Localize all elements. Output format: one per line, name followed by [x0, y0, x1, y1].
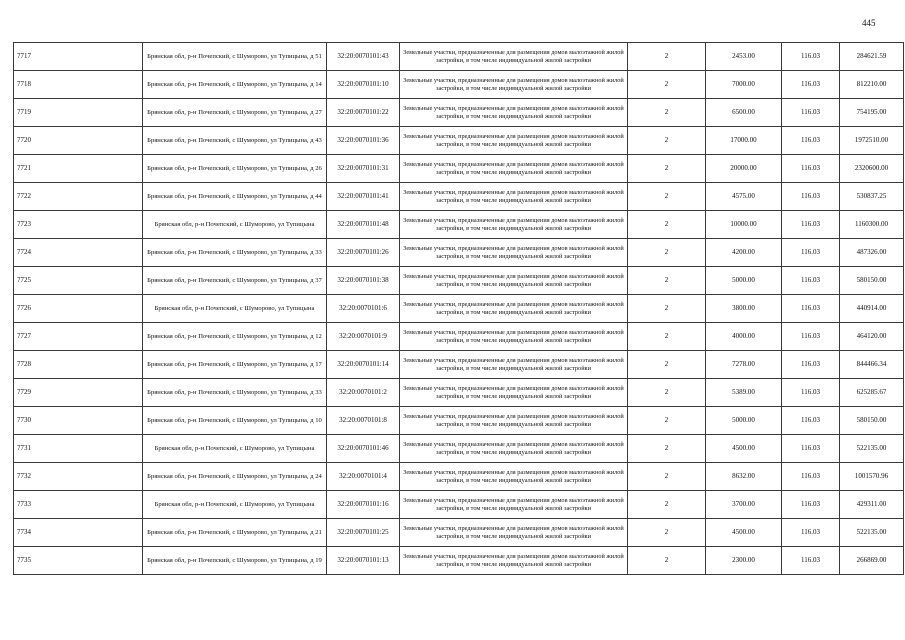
permitted-use-cell: Земельные участки, предназначенные для размещения домов малоэтажной жилой застройки, в том числе индивидуальной жилой застройки	[400, 491, 628, 519]
table-row	[14, 463, 904, 491]
row-number-cell: 7724	[14, 239, 143, 267]
table-row	[14, 351, 904, 379]
address-cell: Брянская обл, р-н Почепский, с Шуморово, ул Тупицына, д 14	[143, 71, 327, 99]
category-cell: 2	[628, 323, 706, 351]
cadastral-number-cell: 32:20:0070101:43	[327, 43, 400, 71]
area-cell: 10000.00	[706, 211, 782, 239]
table-row	[14, 407, 904, 435]
cadastral-number-cell: 32:20:0070101:8	[327, 407, 400, 435]
specific-value-cell: 116.03	[782, 155, 840, 183]
cadastral-number-cell: 32:20:0070101:4	[327, 463, 400, 491]
permitted-use-cell: Земельные участки, предназначенные для размещения домов малоэтажной жилой застройки, в том числе индивидуальной жилой застройки	[400, 519, 628, 547]
area-cell: 4500.00	[706, 435, 782, 463]
cadastral-value-cell: 1001570.96	[840, 463, 904, 491]
cadastral-number-cell: 32:20:0070101:31	[327, 155, 400, 183]
permitted-use-cell: Земельные участки, предназначенные для размещения домов малоэтажной жилой застройки, в том числе индивидуальной жилой застройки	[400, 379, 628, 407]
address-cell: Брянская обл, р-н Почепский, с Шуморово, ул Тупицына, д 33	[143, 379, 327, 407]
cadastral-value-cell: 844466.34	[840, 351, 904, 379]
specific-value-cell: 116.03	[782, 43, 840, 71]
area-cell: 2300.00	[706, 547, 782, 575]
specific-value-cell: 116.03	[782, 435, 840, 463]
area-cell: 4500.00	[706, 519, 782, 547]
row-number-cell: 7727	[14, 323, 143, 351]
cadastral-value-cell: 522135.00	[840, 519, 904, 547]
row-number-cell: 7718	[14, 71, 143, 99]
area-cell: 5000.00	[706, 407, 782, 435]
row-number-cell: 7734	[14, 519, 143, 547]
permitted-use-cell: Земельные участки, предназначенные для размещения домов малоэтажной жилой застройки, в том числе индивидуальной жилой застройки	[400, 211, 628, 239]
area-cell: 7278.00	[706, 351, 782, 379]
cadastral-value-cell: 812210.00	[840, 71, 904, 99]
specific-value-cell: 116.03	[782, 183, 840, 211]
table-row	[14, 295, 904, 323]
category-cell: 2	[628, 351, 706, 379]
cadastral-number-cell: 32:20:0070101:2	[327, 379, 400, 407]
area-cell: 2453.00	[706, 43, 782, 71]
permitted-use-cell: Земельные участки, предназначенные для размещения домов малоэтажной жилой застройки, в том числе индивидуальной жилой застройки	[400, 323, 628, 351]
row-number-cell: 7726	[14, 295, 143, 323]
specific-value-cell: 116.03	[782, 351, 840, 379]
cadastral-number-cell: 32:20:0070101:14	[327, 351, 400, 379]
cadastral-number-cell: 32:20:0070101:25	[327, 519, 400, 547]
cadastral-value-cell: 1160300.00	[840, 211, 904, 239]
category-cell: 2	[628, 99, 706, 127]
category-cell: 2	[628, 71, 706, 99]
table-row	[14, 267, 904, 295]
permitted-use-cell: Земельные участки, предназначенные для размещения домов малоэтажной жилой застройки, в том числе индивидуальной жилой застройки	[400, 351, 628, 379]
specific-value-cell: 116.03	[782, 323, 840, 351]
table-row	[14, 43, 904, 71]
permitted-use-cell: Земельные участки, предназначенные для размещения домов малоэтажной жилой застройки, в том числе индивидуальной жилой застройки	[400, 99, 628, 127]
area-cell: 4200.00	[706, 239, 782, 267]
permitted-use-cell: Земельные участки, предназначенные для размещения домов малоэтажной жилой застройки, в том числе индивидуальной жилой застройки	[400, 407, 628, 435]
area-cell: 20000.00	[706, 155, 782, 183]
row-number-cell: 7731	[14, 435, 143, 463]
address-cell: Брянская обл, р-н Почепский, с Шуморово, ул Тупицына, д 12	[143, 323, 327, 351]
cadastral-number-cell: 32:20:0070101:46	[327, 435, 400, 463]
cadastral-value-cell: 625285.67	[840, 379, 904, 407]
cadastral-number-cell: 32:20:0070101:16	[327, 491, 400, 519]
permitted-use-cell: Земельные участки, предназначенные для размещения домов малоэтажной жилой застройки, в том числе индивидуальной жилой застройки	[400, 547, 628, 575]
table-row	[14, 155, 904, 183]
table-row	[14, 491, 904, 519]
row-number-cell: 7719	[14, 99, 143, 127]
specific-value-cell: 116.03	[782, 379, 840, 407]
address-cell: Брянская обл, р-н Почепский, с Шуморово, ул Тупицына, д 27	[143, 99, 327, 127]
address-cell: Брянская обл, р-н Почепский, с Шуморово, ул Тупицына, д 43	[143, 127, 327, 155]
area-cell: 7000.00	[706, 71, 782, 99]
cadastral-number-cell: 32:20:0070101:48	[327, 211, 400, 239]
row-number-cell: 7717	[14, 43, 143, 71]
table-row	[14, 99, 904, 127]
area-cell: 6500.00	[706, 99, 782, 127]
category-cell: 2	[628, 211, 706, 239]
table-row	[14, 71, 904, 99]
category-cell: 2	[628, 463, 706, 491]
category-cell: 2	[628, 519, 706, 547]
row-number-cell: 7735	[14, 547, 143, 575]
permitted-use-cell: Земельные участки, предназначенные для размещения домов малоэтажной жилой застройки, в том числе индивидуальной жилой застройки	[400, 435, 628, 463]
cadastral-value-cell: 522135.00	[840, 435, 904, 463]
address-cell: Брянская обл, р-н Почепский, с Шуморово, ул Тупицына, д 37	[143, 267, 327, 295]
specific-value-cell: 116.03	[782, 463, 840, 491]
category-cell: 2	[628, 491, 706, 519]
cadastral-value-cell: 440914.00	[840, 295, 904, 323]
area-cell: 5389.00	[706, 379, 782, 407]
row-number-cell: 7723	[14, 211, 143, 239]
cadastral-value-cell: 1972510.00	[840, 127, 904, 155]
category-cell: 2	[628, 547, 706, 575]
page-number: 445	[862, 18, 876, 28]
row-number-cell: 7720	[14, 127, 143, 155]
permitted-use-cell: Земельные участки, предназначенные для размещения домов малоэтажной жилой застройки, в том числе индивидуальной жилой застройки	[400, 183, 628, 211]
cadastral-number-cell: 32:20:0070101:6	[327, 295, 400, 323]
cadastral-value-cell: 754195.00	[840, 99, 904, 127]
category-cell: 2	[628, 267, 706, 295]
specific-value-cell: 116.03	[782, 407, 840, 435]
permitted-use-cell: Земельные участки, предназначенные для размещения домов малоэтажной жилой застройки, в том числе индивидуальной жилой застройки	[400, 43, 628, 71]
cadastral-value-cell: 580150.00	[840, 267, 904, 295]
category-cell: 2	[628, 155, 706, 183]
category-cell: 2	[628, 239, 706, 267]
cadastral-value-cell: 487326.00	[840, 239, 904, 267]
table-row	[14, 379, 904, 407]
cadastral-value-cell: 266869.00	[840, 547, 904, 575]
address-cell: Брянская обл, р-н Почепский, с Шуморово, ул Тупицына, д 26	[143, 155, 327, 183]
cadastral-value-cell: 580150.00	[840, 407, 904, 435]
cadastral-number-cell: 32:20:0070101:13	[327, 547, 400, 575]
address-cell: Брянская обл, р-н Почепский, с Шуморово, ул Тупицына, д 24	[143, 463, 327, 491]
address-cell: Брянская обл, р-н Почепский, с Шуморово, ул Тупицына	[143, 435, 327, 463]
address-cell: Брянская обл, р-н Почепский, с Шуморово, ул Тупицына, д 17	[143, 351, 327, 379]
address-cell: Брянская обл, р-н Почепский, с Шуморово, ул Тупицына, д 10	[143, 407, 327, 435]
cadastral-value-cell: 429311.00	[840, 491, 904, 519]
table-row	[14, 127, 904, 155]
category-cell: 2	[628, 407, 706, 435]
category-cell: 2	[628, 379, 706, 407]
area-cell: 3800.00	[706, 295, 782, 323]
permitted-use-cell: Земельные участки, предназначенные для размещения домов малоэтажной жилой застройки, в том числе индивидуальной жилой застройки	[400, 71, 628, 99]
row-number-cell: 7733	[14, 491, 143, 519]
cadastral-value-cell: 464120.00	[840, 323, 904, 351]
cadastral-number-cell: 32:20:0070101:26	[327, 239, 400, 267]
permitted-use-cell: Земельные участки, предназначенные для размещения домов малоэтажной жилой застройки, в том числе индивидуальной жилой застройки	[400, 267, 628, 295]
row-number-cell: 7730	[14, 407, 143, 435]
cadastral-number-cell: 32:20:0070101:22	[327, 99, 400, 127]
address-cell: Брянская обл, р-н Почепский, с Шуморово, ул Тупицына	[143, 491, 327, 519]
permitted-use-cell: Земельные участки, предназначенные для размещения домов малоэтажной жилой застройки, в том числе индивидуальной жилой застройки	[400, 155, 628, 183]
area-cell: 8632.00	[706, 463, 782, 491]
cadastral-number-cell: 32:20:0070101:9	[327, 323, 400, 351]
table-row	[14, 547, 904, 575]
specific-value-cell: 116.03	[782, 99, 840, 127]
cadastral-number-cell: 32:20:0070101:36	[327, 127, 400, 155]
address-cell: Брянская обл, р-н Почепский, с Шуморово, ул Тупицына, д 51	[143, 43, 327, 71]
table-row	[14, 211, 904, 239]
area-cell: 3700.00	[706, 491, 782, 519]
specific-value-cell: 116.03	[782, 547, 840, 575]
category-cell: 2	[628, 435, 706, 463]
specific-value-cell: 116.03	[782, 491, 840, 519]
specific-value-cell: 116.03	[782, 71, 840, 99]
area-cell: 4575.00	[706, 183, 782, 211]
row-number-cell: 7728	[14, 351, 143, 379]
specific-value-cell: 116.03	[782, 519, 840, 547]
row-number-cell: 7729	[14, 379, 143, 407]
cadastral-value-cell: 284621.59	[840, 43, 904, 71]
table-body	[14, 43, 904, 575]
cadastral-value-cell: 530837.25	[840, 183, 904, 211]
area-cell: 5000.00	[706, 267, 782, 295]
permitted-use-cell: Земельные участки, предназначенные для размещения домов малоэтажной жилой застройки, в том числе индивидуальной жилой застройки	[400, 295, 628, 323]
category-cell: 2	[628, 43, 706, 71]
address-cell: Брянская обл, р-н Почепский, с Шуморово, ул Тупицына	[143, 295, 327, 323]
address-cell: Брянская обл, р-н Почепский, с Шуморово, ул Тупицына, д 19	[143, 547, 327, 575]
permitted-use-cell: Земельные участки, предназначенные для размещения домов малоэтажной жилой застройки, в том числе индивидуальной жилой застройки	[400, 239, 628, 267]
permitted-use-cell: Земельные участки, предназначенные для размещения домов малоэтажной жилой застройки, в том числе индивидуальной жилой застройки	[400, 463, 628, 491]
category-cell: 2	[628, 183, 706, 211]
specific-value-cell: 116.03	[782, 127, 840, 155]
table-row	[14, 323, 904, 351]
cadastral-value-table	[13, 42, 904, 575]
row-number-cell: 7732	[14, 463, 143, 491]
table-row	[14, 519, 904, 547]
category-cell: 2	[628, 127, 706, 155]
table-row	[14, 435, 904, 463]
row-number-cell: 7721	[14, 155, 143, 183]
category-cell: 2	[628, 295, 706, 323]
address-cell: Брянская обл, р-н Почепский, с Шуморово, ул Тупицына, д 21	[143, 519, 327, 547]
row-number-cell: 7722	[14, 183, 143, 211]
cadastral-value-cell: 2320600.00	[840, 155, 904, 183]
cadastral-number-cell: 32:20:0070101:10	[327, 71, 400, 99]
specific-value-cell: 116.03	[782, 295, 840, 323]
area-cell: 17000.00	[706, 127, 782, 155]
table-row	[14, 183, 904, 211]
cadastral-number-cell: 32:20:0070101:41	[327, 183, 400, 211]
address-cell: Брянская обл, р-н Почепский, с Шуморово, ул Тупицына	[143, 211, 327, 239]
specific-value-cell: 116.03	[782, 211, 840, 239]
cadastral-number-cell: 32:20:0070101:38	[327, 267, 400, 295]
permitted-use-cell: Земельные участки, предназначенные для размещения домов малоэтажной жилой застройки, в том числе индивидуальной жилой застройки	[400, 127, 628, 155]
table-row	[14, 239, 904, 267]
specific-value-cell: 116.03	[782, 239, 840, 267]
address-cell: Брянская обл, р-н Почепский, с Шуморово, ул Тупицына, д 33	[143, 239, 327, 267]
address-cell: Брянская обл, р-н Почепский, с Шуморово, ул Тупицына, д 44	[143, 183, 327, 211]
area-cell: 4000.00	[706, 323, 782, 351]
row-number-cell: 7725	[14, 267, 143, 295]
specific-value-cell: 116.03	[782, 267, 840, 295]
